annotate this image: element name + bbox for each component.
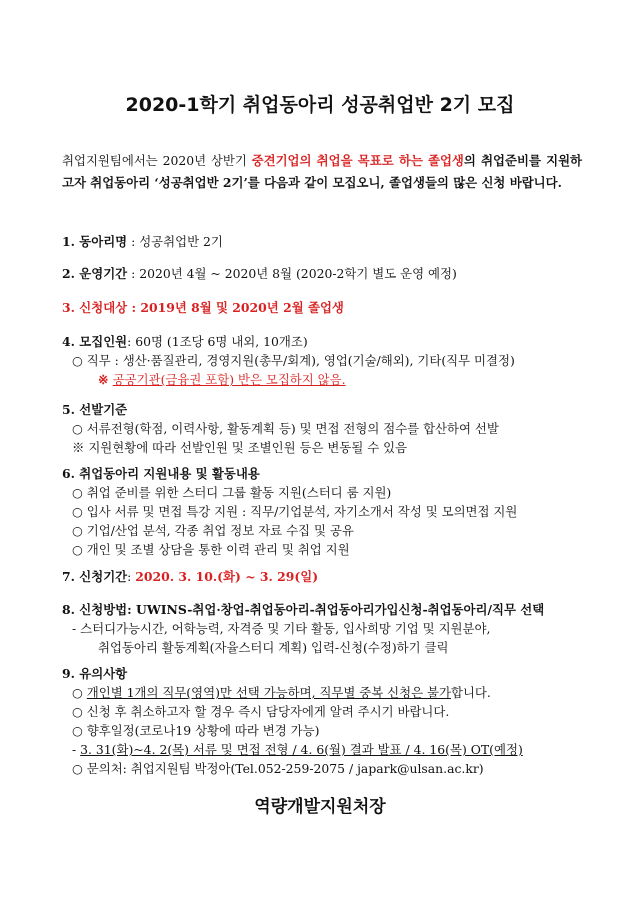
criteria-note: ※ 지원현황에 따라 선발인원 및 조별인원 등은 변동될 수 있음 (72, 440, 408, 455)
intro-highlight: 중견기업의 취업을 목표로 하는 졸업생 (251, 153, 464, 168)
schedule-mark: - (72, 742, 81, 757)
schedule-text: 3. 31(화)~4. 2(목) 서류 및 면접 전형 / 4. 6(월) 결과 발표 / 4. 16(목) OT(예정) (80, 742, 523, 757)
note-mark: ※ (98, 372, 113, 387)
list-item: ○ 취업 준비를 위한 스터디 그룹 활동 지원(스터디 룸 지원) (72, 485, 392, 500)
section-notes (62, 664, 592, 778)
note-end: 합니다. (450, 685, 491, 700)
section-value: : 60명 (1조당 6명 내외, 10개조) (127, 334, 308, 349)
section-value: : UWINS-취업·창업-취업동아리-취업동아리가입신청-취업동아리/직무 선택 (127, 602, 545, 617)
method-line: - 스터디가능시간, 어학능력, 자격증 및 기타 활동, 입사희망 기업 및 지원분야, (72, 621, 491, 636)
method-line: 취업동아리 활동계획(자율스터디 계획) 입력-신청(수정)하기 클릭 (98, 640, 449, 655)
section-apply-method (62, 600, 592, 657)
section-label: 2. 운영기간 (62, 266, 128, 281)
section-label: 8. 신청방법 (62, 602, 128, 617)
section-target (62, 298, 592, 317)
schedule-line (62, 740, 592, 759)
note-line: ○ 향후일정(코로나19 상황에 따라 변경 가능) (72, 723, 320, 738)
section-label: 5. 선발기준 (62, 402, 128, 417)
intro-text-2: 의 취업준비를 지원하고자 취업동아리 ‘성공취업반 2기’를 다음과 같이 모집오니, 졸업생들의 많은 신청 바랍니다. (62, 153, 583, 190)
section-sep: : (127, 569, 136, 584)
job-line: ○ 직무 : 생산·품질관리, 경영지원(총무/회계), 영업(기술/해외), 기타(직무 미결정) (72, 353, 515, 368)
section-period (62, 264, 592, 283)
section-value: : 2020년 4월 ~ 2020년 8월 (2020-2학기 별도 운영 예정) (127, 266, 457, 281)
section-sep: : (127, 300, 141, 315)
section-club-name (62, 232, 592, 251)
note-underlined: 개인별 1개의 직무(영역)만 선택 가능하며, 직무별 중복 신청은 불가 (86, 685, 451, 700)
contact-line: ○ 문의처: 취업지원팀 박정아(Tel.052-259-2075 / japark@ulsan.ac.kr) (72, 761, 484, 776)
recruit-note (62, 370, 592, 389)
list-item: ○ 기업/산업 분석, 각종 취업 정보 자료 수집 및 공유 (72, 523, 354, 538)
section-label: 1. 동아리명 (62, 234, 128, 249)
list-item: ○ 입사 서류 및 면접 특강 지원 : 직무/기업분석, 자기소개서 작성 및 모의면접 지원 (72, 504, 518, 519)
section-criteria (62, 400, 592, 457)
section-label: 3. 신청대상 (62, 300, 128, 315)
section-recruit (62, 332, 592, 389)
note-line: ○ 신청 후 취소하고자 할 경우 즉시 담당자에게 알려 주시기 바랍니다. (72, 704, 450, 719)
section-apply-period (62, 567, 592, 586)
section-label: 9. 유의사항 (62, 666, 128, 681)
note-line (62, 683, 592, 702)
section-label: 4. 모집인원 (62, 334, 128, 349)
section-label: 6. 취업동아리 지원내용 및 활동내용 (62, 466, 260, 481)
criteria-line: ○ 서류전형(학점, 이력사항, 활동계획 등) 및 면접 전형의 점수를 합산하여 선발 (72, 421, 499, 436)
issuer-footer: 역량개발지원처장 (254, 797, 386, 817)
intro-text-1: 취업지원팀에서는 2020년 상반기 (62, 153, 252, 168)
section-value: : 성공취업반 2기 (127, 234, 223, 249)
section-value: 2019년 8월 및 2020년 2월 졸업생 (140, 300, 344, 315)
intro-paragraph (62, 150, 582, 194)
note-text: 공공기관(금융권 포함) 반은 모집하지 않음. (112, 372, 346, 387)
page-title: 2020-1학기 취업동아리 성공취업반 2기 모집 (125, 94, 515, 116)
section-value: 2020. 3. 10.(화) ~ 3. 29(일) (135, 569, 319, 584)
note-mark: ○ (72, 685, 87, 700)
section-label: 7. 신청기간 (62, 569, 128, 584)
section-support (62, 464, 592, 559)
list-item: ○ 개인 및 조별 상담을 통한 이력 관리 및 취업 지원 (72, 542, 350, 557)
